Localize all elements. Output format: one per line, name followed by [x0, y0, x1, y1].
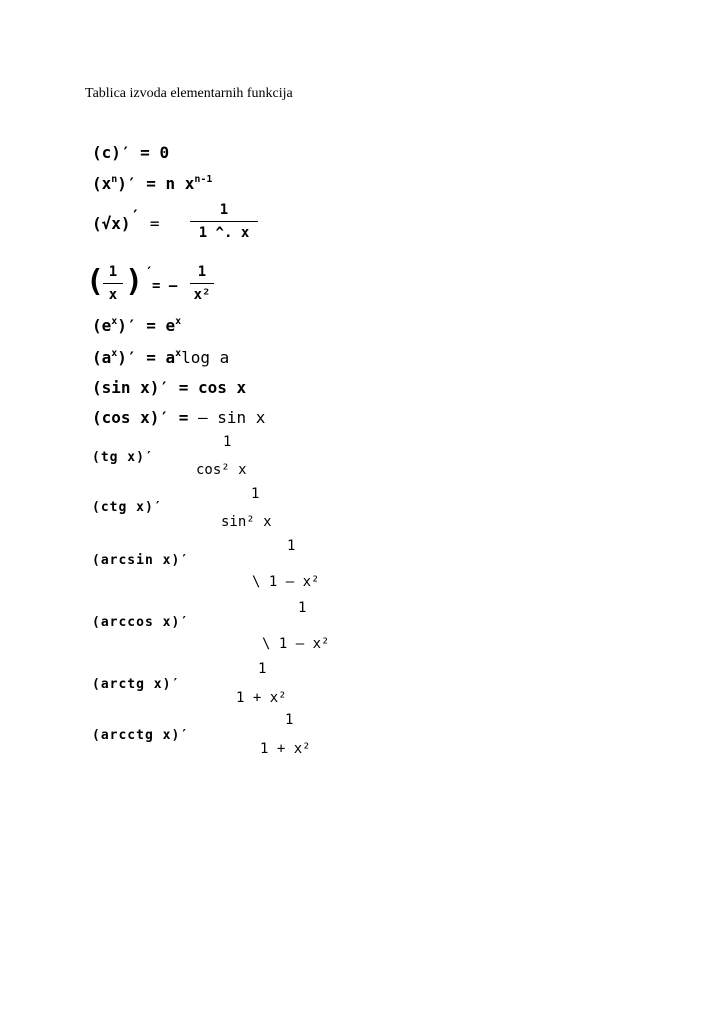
formula-equals: =: [136, 316, 166, 335]
formula-rhs: 0: [159, 143, 170, 162]
formula-lhs-b: )′: [117, 174, 137, 193]
formula-power: [92, 174, 212, 193]
formula-arctg-numerator: 1: [258, 661, 267, 677]
formula-sin: [92, 378, 246, 397]
formula-arcsin-denominator: \ 1 – x²: [252, 574, 320, 590]
formula-cos: [92, 408, 265, 427]
fraction-numerator: 1: [197, 264, 207, 280]
formula-tg-lhs: (tg x)′: [92, 450, 154, 465]
formula-prime: ′: [130, 206, 141, 225]
formula-rhs-sup: x: [175, 316, 182, 327]
formula-prime: ′: [145, 265, 154, 281]
formula-rhs-sup: n-1: [194, 174, 213, 185]
formula-lhs-a: (e: [92, 316, 112, 335]
fraction-denominator: 1 ^. x: [198, 225, 250, 241]
formula-rhs: n x: [165, 174, 195, 193]
formula-reciprocal-lhs: [103, 264, 123, 303]
formula-arccos-lhs: (arccos x)′: [92, 615, 190, 630]
formula-lhs-sup: n: [111, 174, 118, 185]
formula-equals: =: [136, 174, 166, 193]
formula-equals: =: [169, 378, 198, 397]
right-paren: ): [125, 264, 144, 299]
formula-sqrt-fraction: [190, 202, 258, 241]
fraction-numerator: 1: [219, 202, 229, 218]
formula-sqrt: [92, 206, 160, 233]
fraction-bar: [190, 283, 214, 284]
formula-tg-denominator: cos² x: [196, 462, 247, 478]
formula-rhs: e: [165, 316, 176, 335]
formula-ctg-lhs: (ctg x)′: [92, 500, 163, 515]
formula-equals: =: [130, 143, 160, 162]
formula-constant: [92, 143, 169, 162]
formula-arcsin-lhs: (arcsin x)′: [92, 553, 190, 568]
formula-reciprocal-rhs: [190, 264, 214, 303]
formula-rhs: a: [165, 348, 176, 367]
formula-lhs: (cos x)′: [92, 408, 170, 427]
formula-lhs: (√x): [92, 214, 131, 233]
formula-lhs-sup: x: [111, 316, 118, 327]
fraction-bar: [190, 221, 258, 222]
formula-equals: =: [169, 408, 198, 427]
formula-arccos-denominator: \ 1 – x²: [262, 636, 330, 652]
fraction-numerator: 1: [108, 264, 118, 280]
formula-arccos-numerator: 1: [298, 600, 307, 616]
fraction-denominator: x: [108, 287, 118, 303]
formula-rhs: cos x: [197, 378, 247, 397]
left-paren: (: [86, 264, 105, 299]
formula-lhs: (sin x)′: [92, 378, 170, 397]
formula-arcctg-numerator: 1: [285, 712, 294, 728]
formula-equals: = –: [152, 278, 178, 294]
formula-lhs-b: )′: [117, 348, 137, 367]
formula-exp-base-a: [92, 348, 229, 367]
formula-arcctg-denominator: 1 + x²: [260, 741, 311, 757]
page-title: Tablica izvoda elementarnih funkcija: [85, 86, 293, 101]
formula-lhs-b: )′: [117, 316, 137, 335]
formula-arctg-lhs: (arctg x)′: [92, 677, 181, 692]
formula-equals: =: [149, 214, 160, 233]
formula-ctg-numerator: 1: [251, 486, 260, 502]
formula-tg-numerator: 1: [223, 434, 232, 450]
fraction-bar: [103, 283, 123, 284]
formula-rhs: – sin x: [197, 408, 266, 427]
formula-rhs-tail: log a: [181, 348, 230, 367]
formula-lhs-sup: x: [111, 348, 118, 359]
formula-lhs: (c)′: [92, 143, 131, 162]
formula-ctg-denominator: sin² x: [221, 514, 272, 530]
formula-lhs-a: (a: [92, 348, 112, 367]
formula-exp: [92, 316, 181, 335]
formula-rhs-sup: x: [175, 348, 182, 359]
formula-arctg-denominator: 1 + x²: [236, 690, 287, 706]
formula-arcsin-numerator: 1: [287, 538, 296, 554]
formula-arcctg-lhs: (arcctg x)′: [92, 728, 190, 743]
formula-lhs-a: (x: [92, 174, 112, 193]
formula-equals: =: [136, 348, 166, 367]
fraction-denominator: x²: [193, 287, 211, 303]
